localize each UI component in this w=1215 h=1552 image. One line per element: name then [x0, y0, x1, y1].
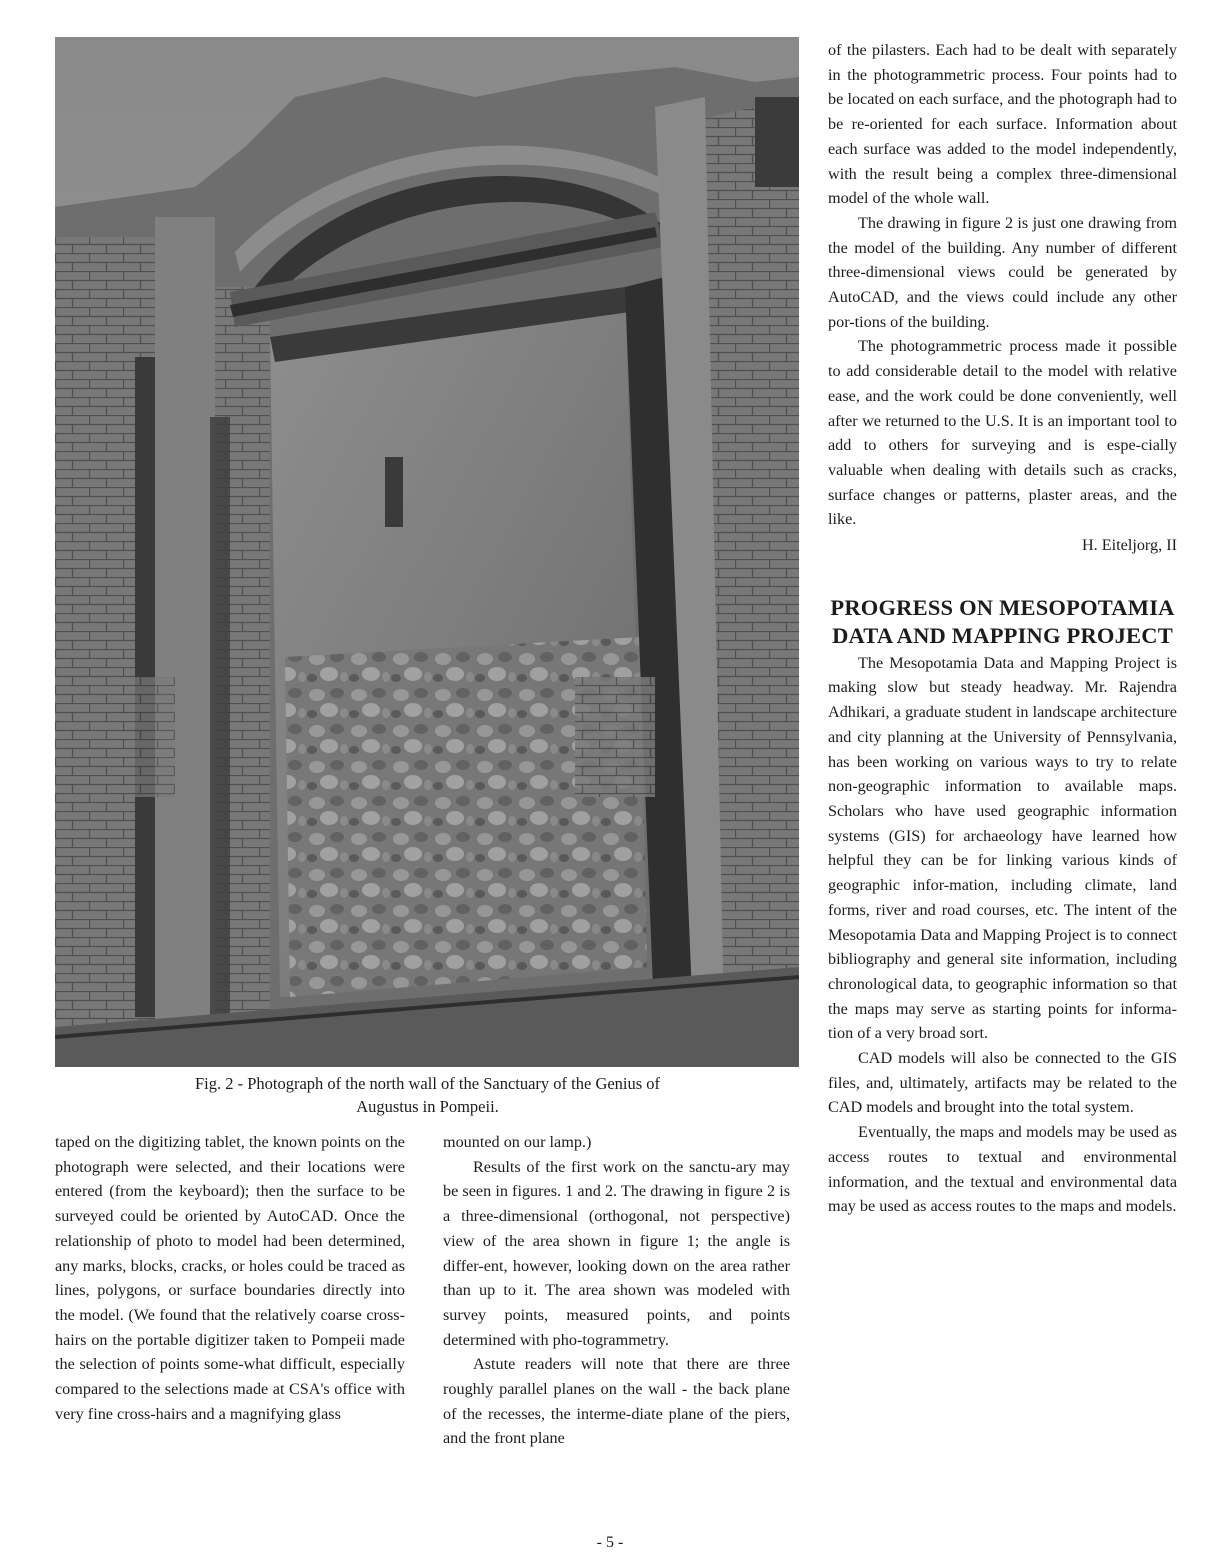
right-paragraph-4: The Mesopotamia Data and Mapping Project is making slow but steady headway. Mr. Rajendra Adhikari, a graduate student in landscape architecture and city planning at the University of Pennsylvania, has been working on various ways to try to relate non-geographic information to available maps. Scholars who have used geographic information systems (GIS) for archaeology have learned how helpful they can be for linking various kinds of geographic infor-mation, including climate, land forms, river and road courses, etc. The intent of the Mesopotamia Data and Mapping Project is to connect bibliography and general site information, including chronological data, to geographic information so that the maps may serve as starting points for informa-tion of a very broad sort. — [828, 653, 1177, 1043]
mid-paragraph-2: Results of the first work on the sanctu-ary may be seen in figures. 1 and 2. The drawing in figure 2 is a three-dimensional (orthogonal, not perspective) view of the area shown in figure 1; the angle is differ-ent, however, looking down on the area rather than up to it. The area shown was modeled with survey points, measured points, and points determined with pho-togrammetry. — [443, 1157, 790, 1349]
right-paragraph-5: CAD models will also be connected to the GIS files, and, ultimately, artifacts may be related to the CAD models and brought into the total system. — [828, 1049, 1177, 1117]
caption-line-2: Augustus in Pompeii. — [356, 1097, 499, 1116]
figure-caption — [60, 1072, 795, 1118]
middle-column — [443, 1130, 790, 1451]
right-paragraph-3: The photogrammetric process made it possible to add considerable detail to the model with relative ease, and the work could be done conveniently, well after we returned to the U.S. It is an important tool to add to others for surveying and is espe-cially valuable when dealing with details such as cracks, surface changes or patterns, plaster areas, and the like. — [828, 337, 1177, 529]
section-heading: PROGRESS ON MESOPOTAMIA DATA AND MAPPING PROJECT — [830, 594, 1175, 648]
right-paragraph-6: Eventually, the maps and models may be used as access routes to textual and environmental information, and the textual and environmental data may be used as access routes to the maps and models. — [828, 1123, 1177, 1216]
author-signature: H. Eiteljorg, II — [1081, 536, 1177, 555]
wall-photo-graphic — [55, 37, 799, 1067]
mid-paragraph-1: mounted on our lamp.) — [443, 1133, 592, 1151]
wall-photograph — [55, 37, 799, 1067]
caption-line-1: Fig. 2 - Photograph of the north wall of the Sanctuary of the Genius of — [194, 1074, 661, 1093]
page-number: - 5 - — [596, 1534, 624, 1551]
left-paragraph-1: taped on the digitizing tablet, the known points on the photograph were selected, and their locations were entered (from the keyboard); then the surface to be surveyed could be oriented by AutoCAD. Once the relationship of photo to model had been determined, any marks, blocks, cracks, or holes could be traced as lines, polygons, or surface boundaries directly into the model. (We found that the relatively coarse cross-hairs on the portable digitizer taken to Pompeii made the selection of points some-what difficult, especially compared to the selections made at CSA's office with very fine cross-hairs and a magnifying glass — [55, 1133, 405, 1423]
left-column — [55, 1130, 405, 1426]
right-column — [828, 38, 1177, 1219]
mid-paragraph-3: Astute readers will note that there are three roughly parallel planes on the wall - the back plane of the recesses, the interme-diate plane of the piers, and the front plane — [443, 1355, 790, 1448]
right-paragraph-1: of the pilasters. Each had to be dealt with separately in the photogrammetric process. Four points had to be located on each surface, and the photograph had to be re-oriented for each surface. Information about each surface was added to the model independently, with the result being a complex three-dimensional model of the whole wall. — [828, 41, 1177, 208]
right-paragraph-2: The drawing in figure 2 is just one drawing from the model of the building. Any number of different three-dimensional views could be generated by AutoCAD, and the views could include any other por-tions of the building. — [828, 213, 1177, 331]
